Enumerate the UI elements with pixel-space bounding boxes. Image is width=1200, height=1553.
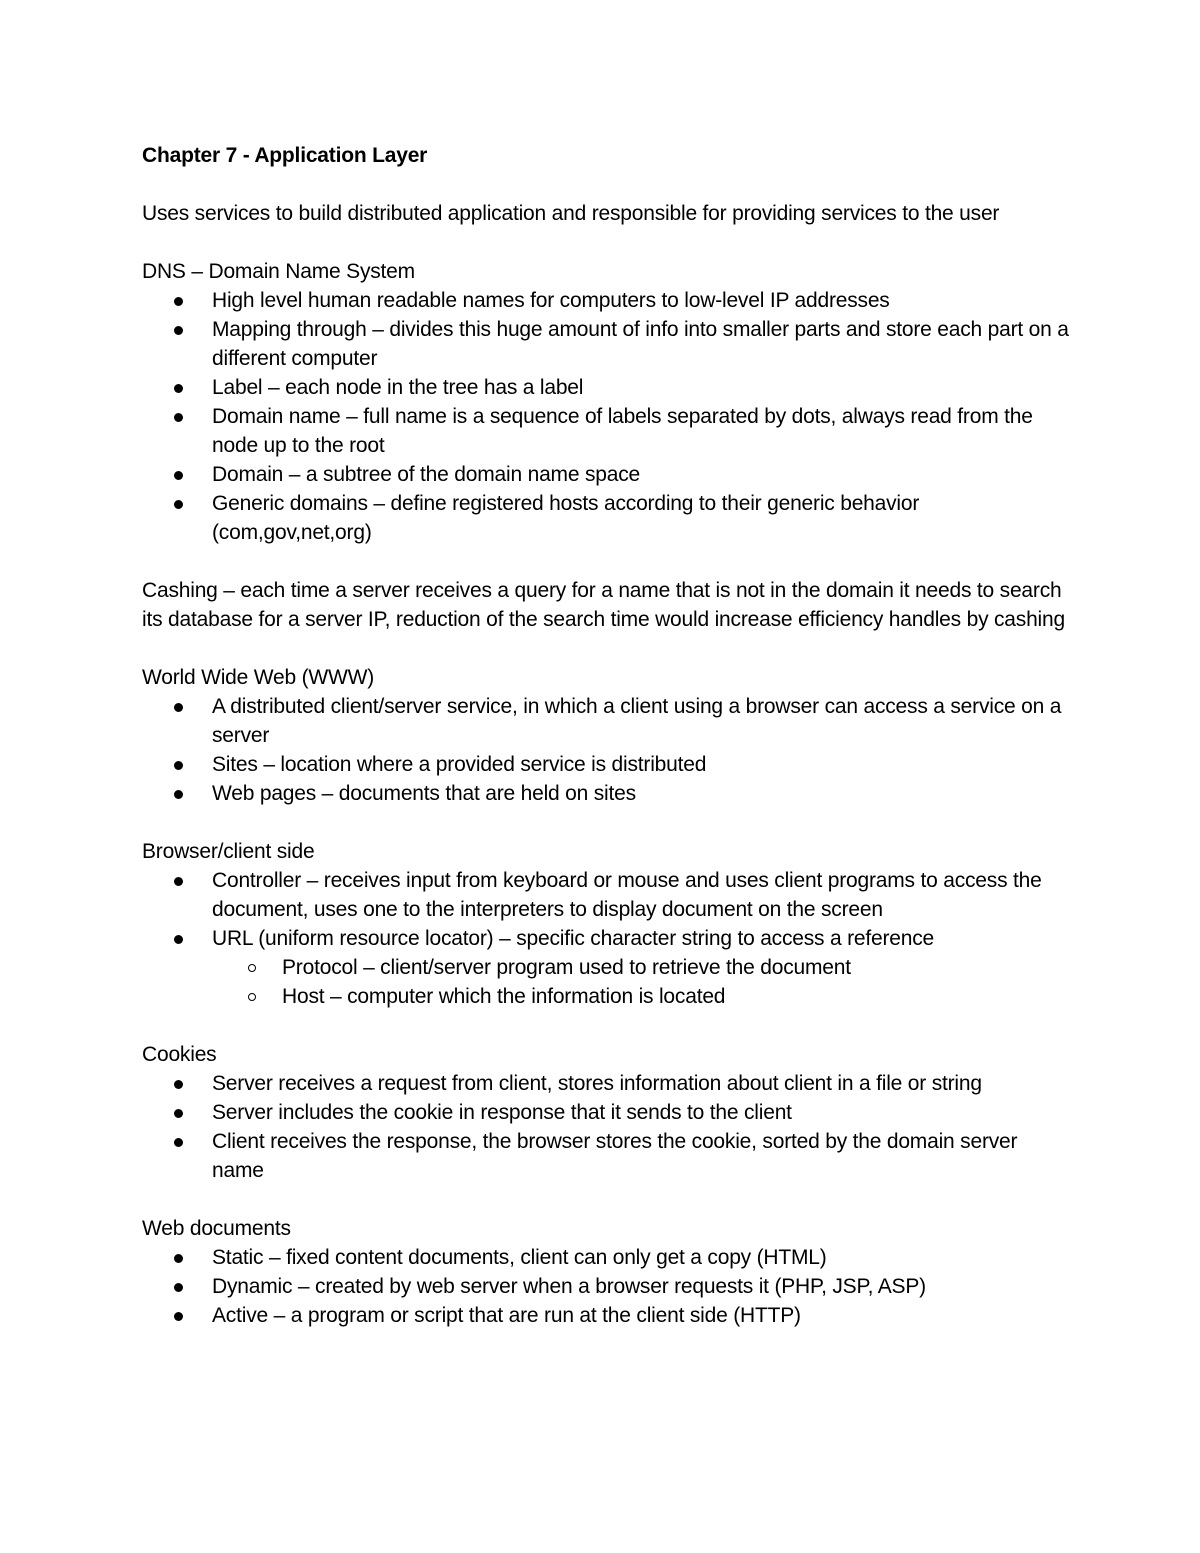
list-item [142,1272,1072,1301]
list-item [142,315,1072,373]
list-item-text: A distributed client/server service, in which a client using a browser can access a service on a server [212,695,1062,747]
list-item [142,692,1072,750]
www-heading: World Wide Web (WWW) [142,666,375,689]
spacer [142,808,1072,837]
spacer [142,1011,1072,1040]
spacer [142,634,1072,663]
list-item-text: Controller – receives input from keyboard or mouse and uses client programs to access the document, uses one to the interpreters to display document on the screen [212,869,1042,921]
spacer [142,228,1072,257]
spacer [142,1185,1072,1214]
bullet-icon [174,297,183,306]
list-item-text: Dynamic – created by web server when a browser requests it (PHP, JSP, ASP) [212,1275,926,1298]
list-item-text: Domain – a subtree of the domain name space [212,463,640,486]
cashing-paragraph: Cashing – each time a server receives a query for a name that is not in the domain it needs to search its database for a server IP, reduction of the search time would increase efficiency handles by cashing [142,579,1065,631]
sub-list-item-text: Protocol – client/server program used to retrieve the document [282,956,851,979]
bullet-icon [174,413,183,422]
circle-bullet-icon [248,993,256,1001]
bullet-icon [174,703,183,712]
intro-paragraph: Uses services to build distributed application and responsible for providing services to the user [142,202,1000,225]
list-item [142,402,1072,460]
document-page [142,141,1072,1330]
www-list [142,692,1072,808]
bullet-icon [174,877,183,886]
bullet-icon [174,1254,183,1263]
cookies-list [142,1069,1072,1185]
list-item-text: Sites – location where a provided service is distributed [212,753,707,776]
bullet-icon [174,1312,183,1321]
list-item [142,750,1072,779]
url-sublist [212,953,1072,1011]
dns-heading: DNS – Domain Name System [142,260,415,283]
bullet-icon [174,1283,183,1292]
webdocs-heading: Web documents [142,1217,291,1240]
bullet-icon [174,471,183,480]
browser-list [142,866,1072,1011]
circle-bullet-icon [248,964,256,972]
sub-list-item-text: Host – computer which the information is located [282,985,726,1008]
list-item-text: Static – fixed content documents, client can only get a copy (HTML) [212,1246,827,1269]
bullet-icon [174,1080,183,1089]
list-item-text: Client receives the response, the browser stores the cookie, sorted by the domain server name [212,1130,1018,1182]
spacer [142,547,1072,576]
spacer [142,170,1072,199]
browser-heading: Browser/client side [142,840,315,863]
list-item-text: Mapping through – divides this huge amount of info into smaller parts and store each part on a different computer [212,318,1069,370]
bullet-icon [174,384,183,393]
list-item [142,779,1072,808]
list-item-text: Domain name – full name is a sequence of labels separated by dots, always read from the node up to the root [212,405,1033,457]
list-item-text: High level human readable names for computers to low-level IP addresses [212,289,890,312]
bullet-icon [174,790,183,799]
list-item [142,924,1072,1011]
bullet-icon [174,761,183,770]
list-item [142,1127,1072,1185]
sub-list-item [142,953,1072,982]
list-item-text: URL (uniform resource locator) – specific character string to access a reference [212,927,935,950]
bullet-icon [174,326,183,335]
list-item [142,460,1072,489]
list-item-text: Label – each node in the tree has a label [212,376,584,399]
list-item [142,1098,1072,1127]
bullet-icon [174,935,183,944]
chapter-title: Chapter 7 - Application Layer [142,144,428,167]
list-item-text: Web pages – documents that are held on sites [212,782,636,805]
list-item-text: Generic domains – define registered hosts according to their generic behavior (com,gov,net,org) [212,492,920,544]
bullet-icon [174,500,183,509]
dns-list [142,286,1072,547]
list-item [142,866,1072,924]
cookies-heading: Cookies [142,1043,217,1066]
list-item-text: Active – a program or script that are run at the client side (HTTP) [212,1304,801,1327]
list-item [142,1301,1072,1330]
list-item [142,1069,1072,1098]
list-item [142,373,1072,402]
bullet-icon [174,1109,183,1118]
sub-list-item [142,982,1072,1011]
list-item [142,1243,1072,1272]
webdocs-list [142,1243,1072,1330]
list-item [142,489,1072,547]
bullet-icon [174,1138,183,1147]
list-item-text: Server receives a request from client, stores information about client in a file or string [212,1072,982,1095]
list-item [142,286,1072,315]
list-item-text: Server includes the cookie in response that it sends to the client [212,1101,792,1124]
